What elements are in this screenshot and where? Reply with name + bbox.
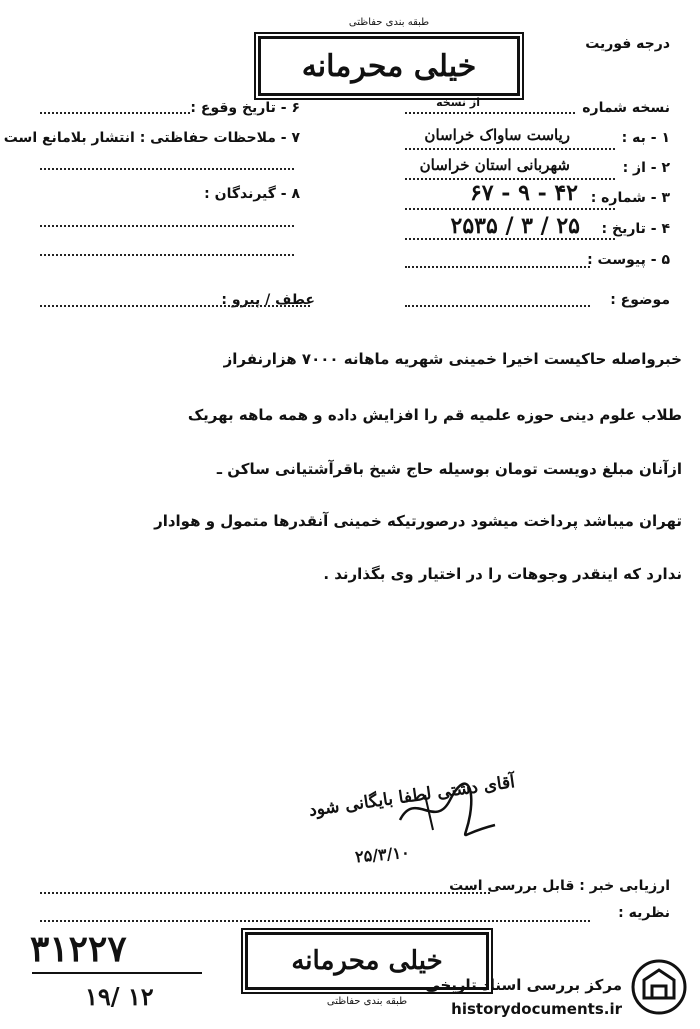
classification-stamp-text: خیلی محرمانه bbox=[301, 48, 477, 84]
copy-number-label: نسخه شماره bbox=[582, 100, 670, 116]
attachment-dotted-line bbox=[405, 266, 590, 268]
recipients-field: ۸ - گیرندگان : bbox=[204, 186, 300, 202]
attachment-label: ۵ - پیوست : bbox=[587, 252, 670, 268]
event-date-dotted-line bbox=[40, 112, 190, 114]
ref-dotted-line bbox=[40, 305, 310, 307]
handwritten-date: ۲۵/۳/۱۰ bbox=[354, 842, 411, 867]
body-line-4: تهران میباشد پرداخت میشود درصورتیکه خمینی آنقدرها متمول و هوادار bbox=[154, 512, 682, 530]
date-dotted-line bbox=[405, 238, 615, 240]
bottom-stamp-sub: طبقه بندی حفاظتی bbox=[326, 996, 408, 1007]
archive-sub-number: ۱۹/ ۱۲ bbox=[85, 982, 154, 1011]
to-label: ۱ - به : bbox=[621, 130, 670, 146]
classification-label: طبقه بندی حفاظتی bbox=[348, 17, 430, 28]
from-label: ۲ - از : bbox=[622, 160, 670, 176]
opinion-field: نظریه : bbox=[618, 905, 670, 921]
body-line-2: طلاب علوم دینی حوزه علمیه قم را افزایش داده و همه ماهه بهریک bbox=[187, 406, 682, 424]
event-date-field: ۶ - تاریخ وقوع : bbox=[190, 100, 300, 116]
opinion-dotted-line bbox=[40, 920, 590, 922]
date-value: ۲۵ / ۳ / ۲۵۳۵ bbox=[450, 213, 580, 239]
watermark-url: historydocuments.ir bbox=[451, 1000, 622, 1018]
signature-scribble bbox=[395, 780, 505, 840]
subject-label: موضوع : bbox=[610, 292, 670, 308]
number-label: ۳ - شماره : bbox=[590, 190, 670, 206]
handwritten-note: آقای دشتی لطفا بایگانی شود bbox=[307, 772, 517, 821]
evaluation-dotted-line bbox=[40, 892, 490, 894]
bottom-stamp-text: خیلی محرمانه bbox=[291, 946, 443, 976]
to-value: ریاست ساواک خراسان bbox=[424, 126, 570, 144]
archive-number-underline bbox=[32, 972, 202, 974]
urgency-label: درجه فوریت bbox=[585, 36, 670, 52]
history-documents-logo-icon bbox=[630, 958, 688, 1016]
from-value: شهربانی استان خراسان bbox=[419, 156, 570, 174]
top-classification-stamp bbox=[258, 17, 520, 96]
body-line-3: ازآنان مبلغ دویست تومان بوسیله حاج شیخ باقرآشتیانی ساکن ـ bbox=[216, 460, 682, 478]
copy-of-label: از نسخه bbox=[436, 96, 480, 109]
to-dotted-line bbox=[405, 148, 615, 150]
evaluation-field: ارزیابی خبر : قابل بررسی است bbox=[449, 878, 670, 894]
number-dotted-line bbox=[405, 208, 615, 210]
body-line-1: خبرواصله حاکیست اخیرا خمینی شهریه ماهانه ۷۰۰۰ هزارنفراز bbox=[223, 350, 682, 368]
archive-number: ۳۱۲۲۷ bbox=[30, 928, 127, 970]
left-dotted-line-2 bbox=[40, 225, 294, 227]
date-label: ۴ - تاریخ : bbox=[601, 221, 670, 237]
security-notes-field: ۷ - ملاحظات حفاظتی : انتشار بلامانع است bbox=[3, 130, 300, 146]
watermark-title: مرکز بررسی اسناد تاریخی bbox=[425, 976, 622, 994]
body-line-5: ندارد که اینقدر وجوهات را در اختیار وی بگذارند . bbox=[323, 565, 682, 583]
left-dotted-line-3 bbox=[40, 254, 294, 256]
copy-number-dotted-line bbox=[405, 112, 575, 114]
subject-dotted-line bbox=[405, 305, 590, 307]
ref-label: عطف / پیرو : bbox=[221, 292, 315, 308]
left-dotted-line-1 bbox=[40, 168, 294, 170]
number-value: ۴۲ - ۹ - ۶۷ bbox=[469, 180, 578, 206]
